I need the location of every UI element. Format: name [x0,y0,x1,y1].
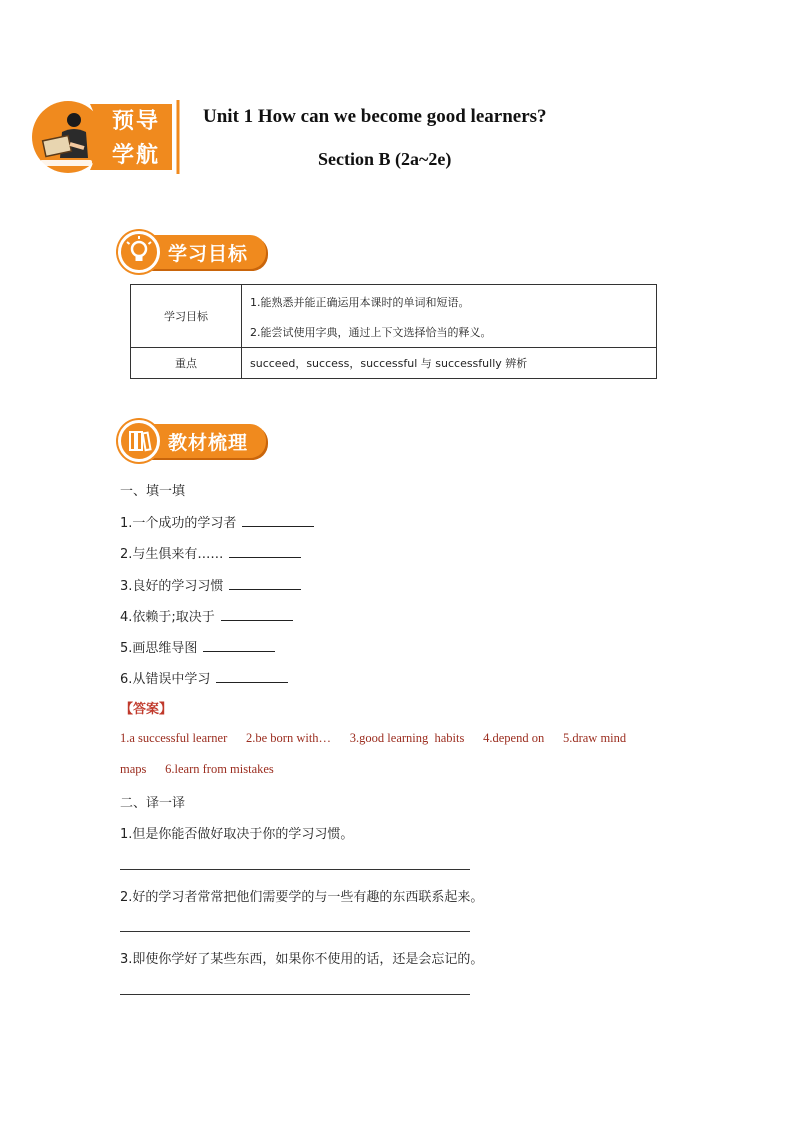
item-text: 1.一个成功的学习者 [120,516,237,531]
item-text: 2.与生俱来有…… [120,547,224,562]
table-row [131,285,657,348]
writing-line[interactable] [120,869,470,870]
answer-blank[interactable] [203,639,275,652]
answer-blank[interactable] [242,514,314,527]
list-item [120,543,301,562]
answer-blank[interactable] [229,545,301,558]
banner-label: 教材梳理 [168,432,249,454]
list-item [120,606,293,625]
item-text: 3.良好的学习习惯 [120,579,224,594]
list-item [120,512,314,531]
goal-line-2: 2.能尝试使用字典，通过上下文选择恰当的释义。 [250,326,492,339]
item-text: 4.依赖于;取决于 [120,610,215,625]
answer-blank[interactable] [216,670,288,683]
list-item: 1.但是你能否做好取决于你的学习习惯。 [120,827,354,842]
table-key: 重点 [131,348,242,379]
logo-text-bottom: 学航 [112,143,161,168]
answer-label: 【答案】 [120,702,173,717]
list-item [120,637,275,656]
goal-line-1: 1.能熟悉并能正确运用本课时的单词和短语。 [250,296,470,309]
banner-label: 学习目标 [168,243,249,265]
table-value [242,285,657,348]
list-item: 2.好的学习者常常把他们需要学的与一些有趣的东西联系起来。 [120,890,484,905]
list-item [120,668,288,687]
logo-text-top: 预导 [112,109,161,134]
item-text: 5.画思维导图 [120,641,198,656]
writing-line[interactable] [120,931,470,932]
answer-line-2: maps 6.learn from mistakes [120,762,274,776]
page-subtitle: Section B (2a~2e) [318,149,452,169]
goals-table [130,284,657,379]
learning-goals-banner [118,231,268,273]
list-item [120,575,301,594]
textbook-review-banner [118,420,268,462]
part1-heading: 一、填一填 [120,484,186,499]
item-text: 6.从错误中学习 [120,672,211,687]
list-item: 3.即使你学好了某些东西，如果你不使用的话，还是会忘记的。 [120,952,484,967]
answer-blank[interactable] [229,577,301,590]
page-title: Unit 1 How can we become good learners? [203,106,547,127]
part2-heading: 二、译一译 [120,796,186,811]
answer-line-1: 1.a successful learner 2.be born with… 3.good learning habits 4.depend on 5.draw mind [120,731,627,745]
table-key: 学习目标 [131,285,242,348]
writing-line[interactable] [120,994,470,995]
table-row [131,348,657,379]
table-value: succeed，success，successful 与 successfully 辨析 [242,348,657,379]
books-icon [118,420,160,462]
section-logo [30,98,180,176]
answer-blank[interactable] [221,608,293,621]
lightbulb-icon [118,231,160,273]
